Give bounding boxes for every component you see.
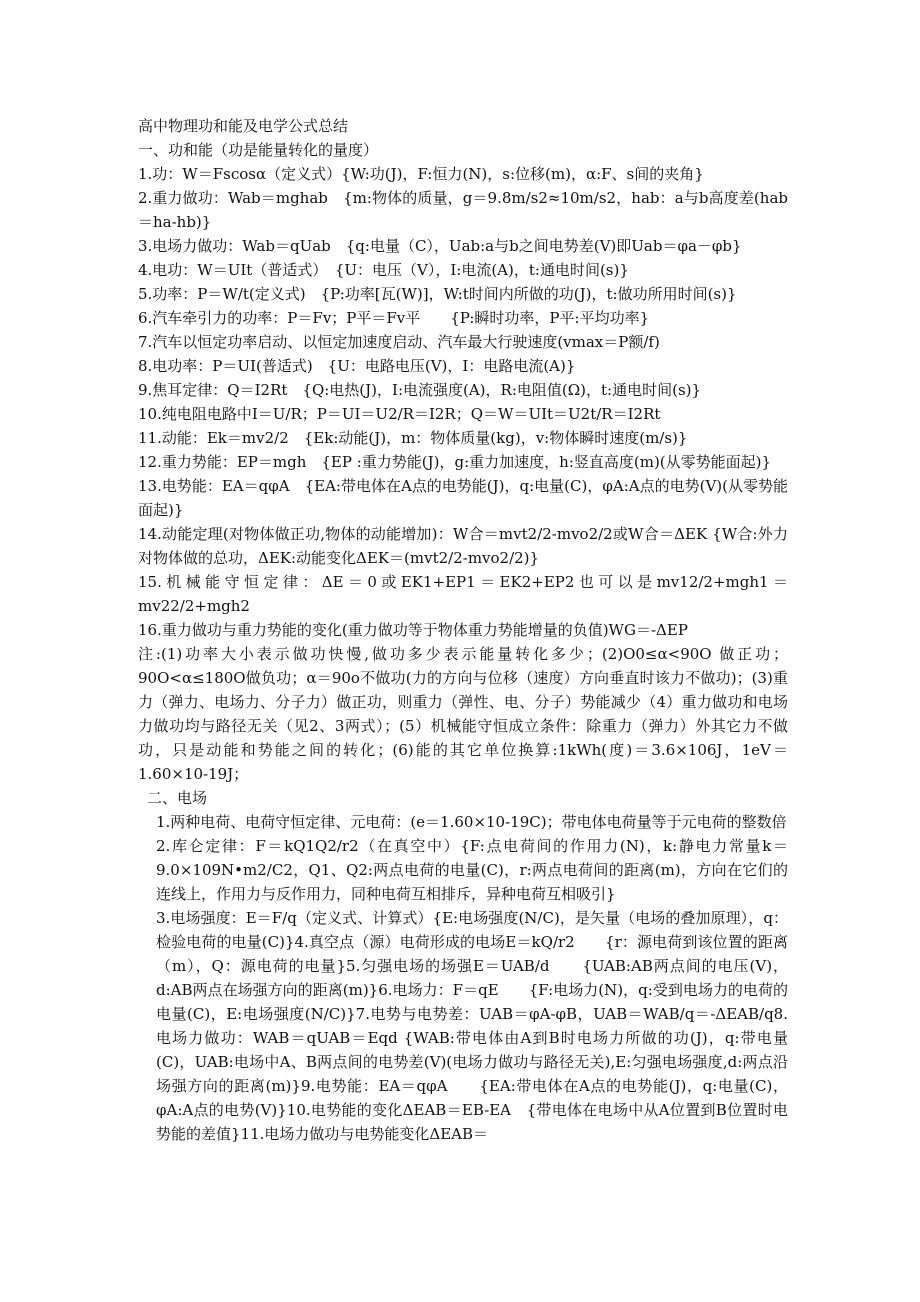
formula-item: 11.动能：Ek＝mv2/2 {Ek:动能(J)，m：物体质量(kg)，v:物体瞬时速度(m/s)} <box>138 429 688 447</box>
formula-item: 2.库仑定律：F＝kQ1Q2/r2（在真空中）{F:点电荷间的作用力(N)，k:静电力常量k＝9.0×109N•m2/C2，Q1、Q2:两点电荷的电量(C)，r:两点电荷间的距离(m)，方向在它们的连线上，作用力与反作用力，同种电荷互相排斥，异种电荷互相吸引} <box>156 837 788 903</box>
formula-item: 3.电场力做功：Wab＝qUab {q:电量（C），Uab:a与b之间电势差(V)即Uab＝φa－φb} <box>138 237 742 255</box>
formula-item: 1.功：W＝Fscosα（定义式）{W:功(J)，F:恒力(N)，s:位移(m)，α:F、s间的夹角} <box>138 165 704 183</box>
formula-item: 2.重力做功：Wab＝mghab {m:物体的质量，g＝9.8m/s2≈10m/s2，hab：a与b高度差(hab＝ha-hb)} <box>138 189 788 231</box>
formula-item: 12.重力势能：EP＝mgh {EP :重力势能(J)，g:重力加速度，h:竖直高度(m)(从零势能面起)} <box>138 453 772 471</box>
formula-item: 16.重力做功与重力势能的变化(重力做功等于物体重力势能增量的负值)WG＝-ΔEP <box>138 621 688 639</box>
formula-item: 1.两种电荷、电荷守恒定律、元电荷：(e＝1.60×10-19C)；带电体电荷量等于元电荷的整数倍 <box>156 813 787 831</box>
document-body <box>138 114 788 1146</box>
formula-item: 14.动能定理(对物体做正功,物体的动能增加)：W合＝mvt2/2-mvo2/2或W合＝ΔEK {W合:外力对物体做的总功，ΔEK:动能变化ΔEK＝(mvt2/2-mvo2/2)} <box>138 525 788 567</box>
formula-item: 5.功率：P＝W/t(定义式) {P:功率[瓦(W)]，W:t时间内所做的功(J)，t:做功所用时间(s)} <box>138 285 737 303</box>
section1-note: 注:(1)功率大小表示做功快慢,做功多少表示能量转化多少；(2)O0≤α<90O 做正功；90O<α≤180O做负功；α＝90o不做功(力的方向与位移（速度）方向垂直时该力不做功)；(3)重力（弹力、电场力、分子力）做正功，则重力（弹性、电、分子）势能减少（4）重力做功和电场力做功均与路径无关（见2、3两式）；(5）机械能守恒成立条件：除重力（弹力）外其它力不做功，只是动能和势能之间的转化；(6)能的其它单位换算:1kWh(度)＝3.6×106J，1eV＝1.60×10-19J； <box>138 645 788 783</box>
formula-item: 8.电功率：P＝UI(普适式) {U：电路电压(V)，I：电路电流(A)} <box>138 357 576 375</box>
formula-item: 6.汽车牵引力的功率：P＝Fv；P平＝Fv平 {P:瞬时功率，P平:平均功率} <box>138 309 650 327</box>
section2-heading: 二、电场 <box>147 789 208 807</box>
formula-item: 13.电势能：EA＝qφA {EA:带电体在A点的电势能(J)，q:电量(C)，φA:A点的电势(V)(从零势能面起)} <box>138 477 788 519</box>
formula-item: 15.机械能守恒定律：ΔE＝0或EK1+EP1＝EK2+EP2也可以是mv12/2+mgh1＝mv22/2+mgh2 <box>138 573 788 615</box>
formula-item: 9.焦耳定律：Q＝I2Rt {Q:电热(J)，I:电流强度(A)，R:电阻值(Ω)，t:通电时间(s)} <box>138 381 702 399</box>
section1-heading: 一、功和能（功是能量转化的量度） <box>138 141 379 159</box>
formula-item: 7.汽车以恒定功率启动、以恒定加速度启动、汽车最大行驶速度(vmax＝P额/f) <box>138 333 660 351</box>
formula-item: 10.纯电阻电路中I＝U/R；P＝UI＝U2/R＝I2R；Q＝W＝UIt＝U2t/R＝I2Rt <box>138 405 661 423</box>
formula-item: 4.电功：W＝UIt（普适式） {U：电压（V），I:电流(A)，t:通电时间(s)} <box>138 261 629 279</box>
doc-title: 高中物理功和能及电学公式总结 <box>138 117 349 135</box>
formula-item: 3.电场强度：E＝F/q（定义式、计算式）{E:电场强度(N/C)，是矢量（电场的叠加原理），q：检验电荷的电量(C)}4.真空点（源）电荷形成的电场E＝kQ/r2 {r：源电荷到该位置的距离（m），Q：源电荷的电量}5.匀强电场的场强E＝UAB/d {UAB:AB两点间的电压(V)，d:AB两点在场强方向的距离(m)}6.电场力：F＝qE {F:电场力(N)，q:受到电场力的电荷的电量(C)，E:电场强度(N/C)}7.电势与电势差：UAB＝φA-φB，UAB＝WAB/q＝-ΔEAB/q8.电场力做功：WAB＝qUAB＝Eqd {WAB:带电体由A到B时电场力所做的功(J)，q:带电量(C)，UAB:电场中A、B两点间的电势差(V)(电场力做功与路径无关),E:匀强电场强度,d:两点沿场强方向的距离(m)}9.电势能：EA＝qφA {EA:带电体在A点的电势能(J)，q:电量(C)，φA:A点的电势(V)}10.电势能的变化ΔEAB＝EB-EA {带电体在电场中从A位置到B位置时电势能的差值}11.电场力做功与电势能变化ΔEAB＝ <box>156 909 788 1143</box>
